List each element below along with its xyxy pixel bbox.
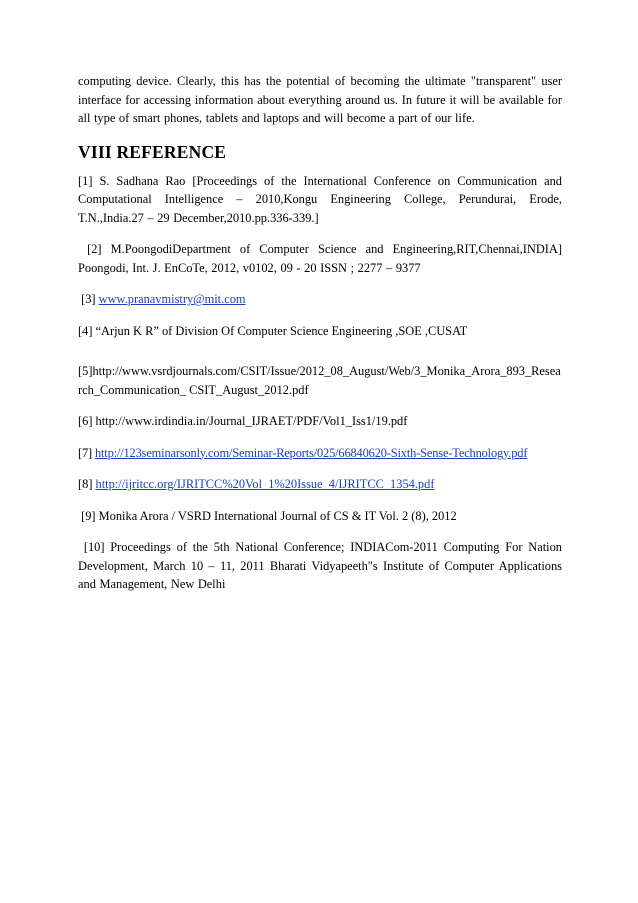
reference-8-link[interactable]: http://ijritcc.org/IJRITCC%20Vol_1%20Issue_4/IJRITCC_1354.pdf bbox=[95, 477, 435, 491]
reference-10-text: [10] Proceedings of the 5th National Conference; INDIACom-2011 Computing For Nation Development, March 10 – 11, 2011 Bharati Vidyapeeth"s Institute of Computer Applications and Management, New Delhi bbox=[78, 540, 566, 591]
reference-9 bbox=[78, 507, 562, 526]
document-page bbox=[78, 72, 566, 607]
reference-7-link[interactable]: http://123seminarsonly.com/Seminar-Reports/025/66840620-Sixth-Sense-Technology.pdf bbox=[94, 445, 528, 460]
reference-5-text: [5]http://www.vsrdjournals.com/CSIT/Issue/2012_08_August/Web/3_Monika_Arora_893_Research_Communication_ CSIT_August_2012.pdf bbox=[78, 364, 561, 397]
reference-6-text: [6] http://www.irdindia.in/Journal_IJRAET/PDF/Vol1_Iss1/19.pdf bbox=[78, 414, 408, 428]
reference-3-prefix: [3] bbox=[78, 292, 99, 306]
reference-2-text: [2] M.PoongodiDepartment of Computer Science and Engineering,RIT,Chennai,INDIA] Poongodi, Int. J. EnCoTe, 2012, v0102, 09 - 20 ISSN ; 2277 – 9377 bbox=[78, 242, 566, 275]
reference-7-prefix: [7] bbox=[78, 445, 95, 460]
reference-1-text: [1] S. Sadhana Rao [Proceedings of the International Conference on Communication and Computational Intelligence – 2010,Kongu Engineering College, Perundurai, Erode, T.N.,India.27 – 29 December,2010.pp.336-339.] bbox=[78, 173, 562, 225]
reference-7 bbox=[78, 444, 562, 463]
reference-3-link[interactable]: www.pranavmistry@mit.com bbox=[98, 292, 246, 306]
reference-5 bbox=[78, 362, 562, 399]
reference-8 bbox=[78, 475, 562, 494]
reference-2 bbox=[78, 240, 566, 277]
reference-1 bbox=[78, 172, 562, 228]
reference-4 bbox=[78, 322, 562, 341]
reference-6 bbox=[78, 412, 562, 431]
section-heading: VIII REFERENCE bbox=[78, 141, 227, 162]
reference-4-text: [4] “Arjun K R” of Division Of Computer Science Engineering ,SOE ,CUSAT bbox=[78, 323, 468, 338]
reference-10 bbox=[78, 538, 566, 594]
reference-3 bbox=[78, 290, 562, 309]
reference-8-prefix: [8] bbox=[78, 477, 96, 491]
reference-9-text: [9] Monika Arora / VSRD International Journal of CS & IT Vol. 2 (8), 2012 bbox=[78, 508, 457, 523]
intro-paragraph: computing device. Clearly, this has the potential of becoming the ultimate "transparent" user interface for accessing information about everything around us. In future it will be available for all type of smart phones, tablets and laptops and will become a part of our life. bbox=[78, 74, 562, 125]
